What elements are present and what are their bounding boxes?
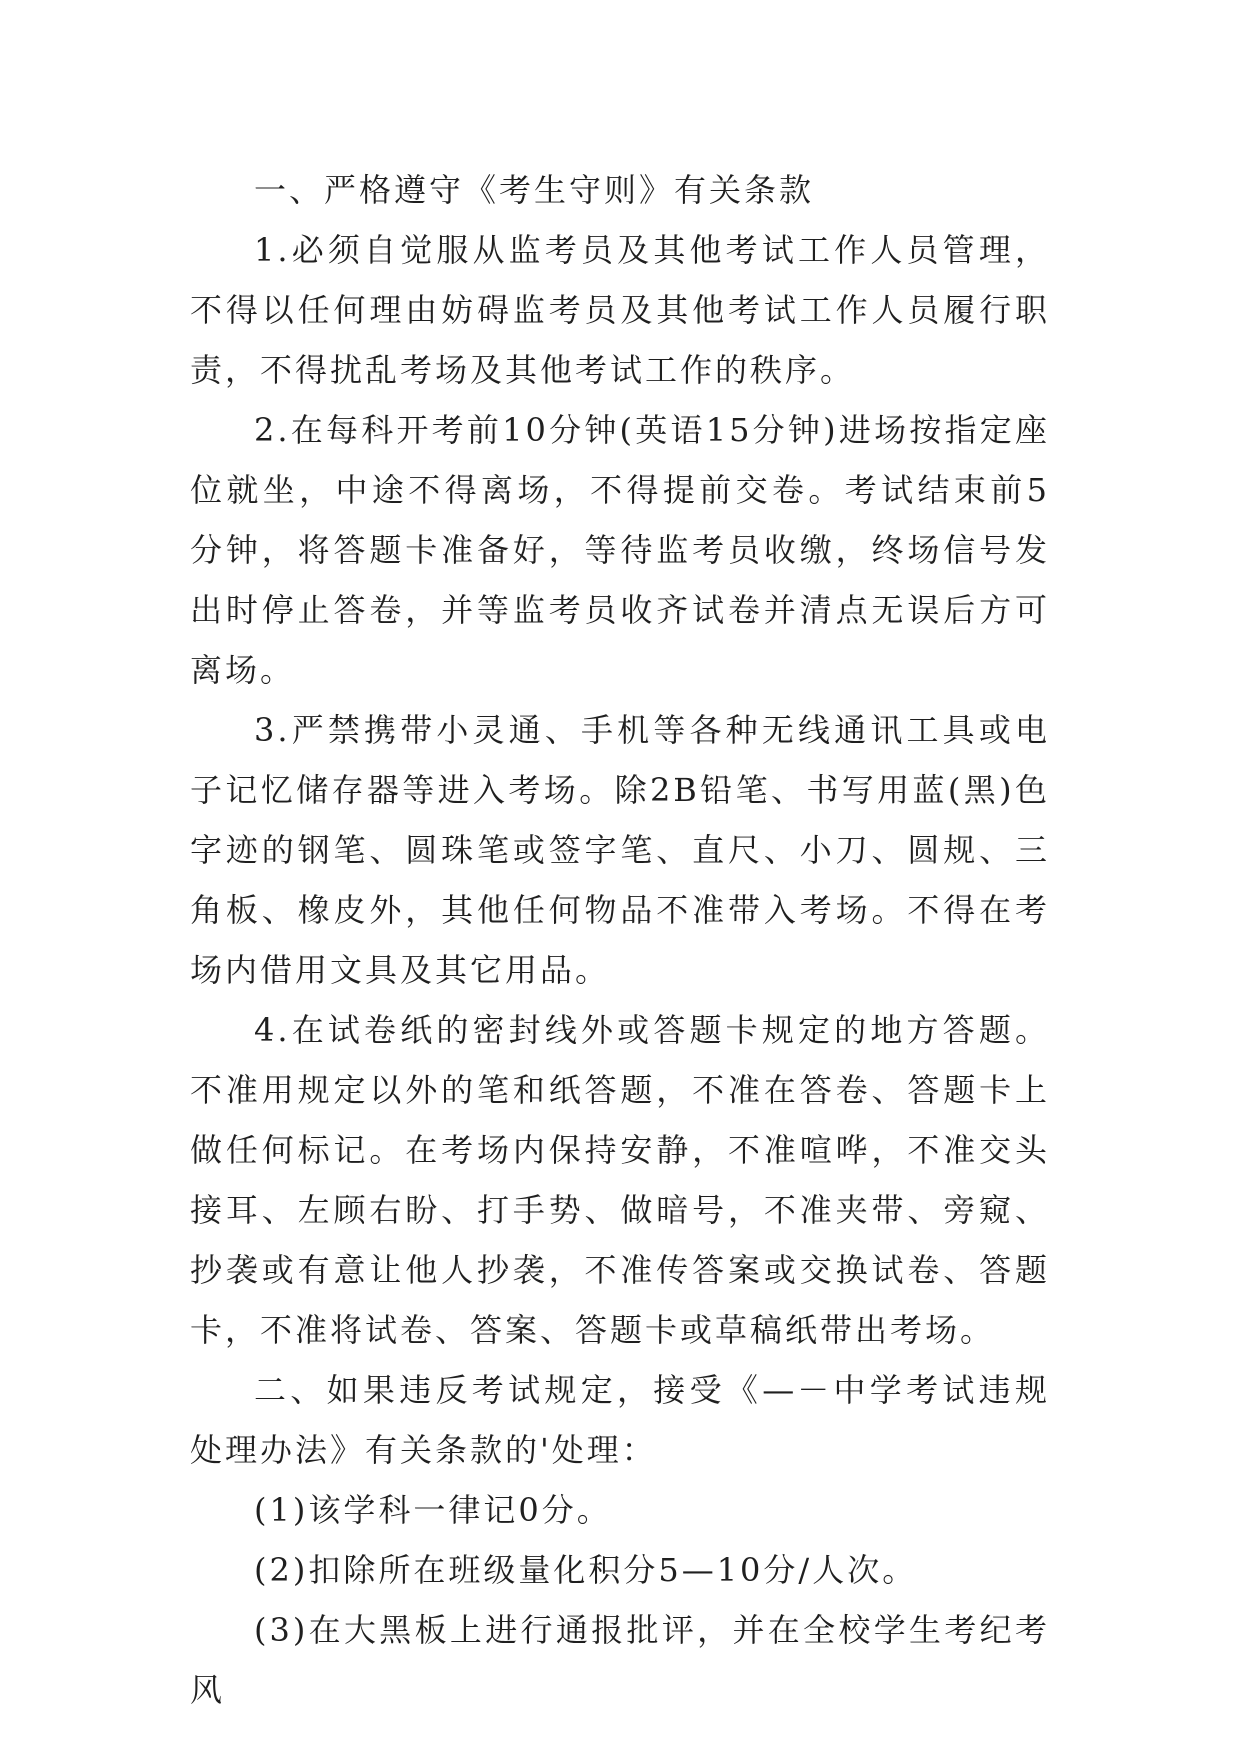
penalty-item-1: (1)该学科一律记0分。: [254, 1491, 612, 1529]
rule-item-2: 2.在每科开考前10分钟(英语15分钟)进场按指定座位就坐，中途不得离场，不得提前交卷。考试结束前5分钟，将答题卡准备好，等待监考员收缴，终场信号发出时停止答卷，并等监考员收齐试卷并清点无误后方可离场。: [190, 411, 1050, 689]
penalty-item-2: (2)扣除所在班级量化积分5—10分/人次。: [254, 1551, 918, 1589]
penalty-item-3: (3)在大黑板上进行通报批评，并在全校学生考纪考风: [190, 1611, 1050, 1709]
rule-item-1: 1.必须自觉服从监考员及其他考试工作人员管理，不得以任何理由妨碍监考员及其他考试工作人员履行职责，不得扰乱考场及其他考试工作的秩序。: [190, 231, 1050, 389]
section-heading-rules: 一、严格遵守《考生守则》有关条款: [254, 171, 815, 209]
rule-item-4: 4.在试卷纸的密封线外或答题卡规定的地方答题。不准用规定以外的笔和纸答题，不准在答卷、答题卡上做任何标记。在考场内保持安静，不准喧哗，不准交头接耳、左顾右盼、打手势、做暗号，不准夹带、旁窥、抄袭或有意让他人抄袭，不准传答案或交换试卷、答题卡，不准将试卷、答案、答题卡或草稿纸带出考场。: [190, 1011, 1050, 1349]
document-body: [190, 160, 1050, 1720]
rule-item-3: 3.严禁携带小灵通、手机等各种无线通讯工具或电子记忆储存器等进入考场。除2B铅笔、书写用蓝(黑)色字迹的钢笔、圆珠笔或签字笔、直尺、小刀、圆规、三角板、橡皮外，其他任何物品不准带入考场。不得在考场内借用文具及其它用品。: [190, 711, 1050, 989]
section-heading-violations: 二、如果违反考试规定，接受《—－中学考试违规处理办法》有关条款的'处理：: [190, 1371, 1050, 1469]
